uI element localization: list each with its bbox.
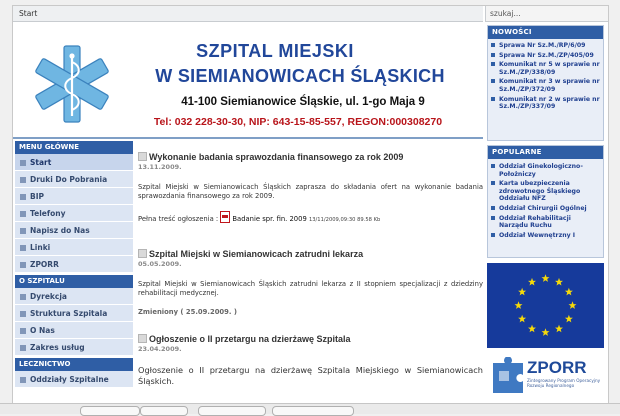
square-bullet-icon xyxy=(20,228,26,234)
news-link[interactable]: Komunikat nr 2 w sprawie nr Sz.M./ZP/337/09 xyxy=(488,95,603,112)
square-bullet-icon xyxy=(491,233,495,237)
square-bullet-icon xyxy=(20,177,26,183)
news-link[interactable]: Sprawa Nr Sz.M./RP/6/09 xyxy=(488,41,603,51)
zporr-puzzle-icon xyxy=(491,357,525,397)
square-bullet-icon xyxy=(491,97,495,101)
eu-flag-icon[interactable] xyxy=(487,263,604,348)
zporr-subtitle: Zintegrowany Program Operacyjny Rozwoju Regionalnego xyxy=(527,378,601,388)
square-bullet-icon xyxy=(491,62,495,66)
article-bullet-icon xyxy=(138,334,147,343)
square-bullet-icon xyxy=(491,43,495,47)
page-frame xyxy=(12,5,609,404)
news-link[interactable]: Komunikat nr 3 w sprawie nr Sz.M./ZP/372/09 xyxy=(488,77,603,94)
nav-item-o-nas[interactable]: O Nas xyxy=(15,322,133,339)
browser-bottom-bar xyxy=(0,403,620,414)
browser-button[interactable] xyxy=(140,406,188,416)
article-bullet-icon xyxy=(138,152,147,161)
news-link[interactable]: Sprawa Nr Sz.M./ZP/405/09 xyxy=(488,51,603,61)
hospital-title: SZPITAL MIEJSKI xyxy=(196,41,354,61)
site-header xyxy=(13,23,483,137)
popular-link[interactable]: Oddział Ginekologiczno-Położniczy xyxy=(488,162,603,179)
square-bullet-icon xyxy=(491,216,495,220)
zporr-name: ZPORR xyxy=(527,358,587,377)
article xyxy=(138,152,483,225)
news-link[interactable]: Komunikat nr 5 w sprawie nr Sz.M./ZP/338/09 xyxy=(488,60,603,77)
article-title[interactable]: Szpital Miejski w Siemianowicach zatrudni lekarza xyxy=(149,249,364,259)
nav-item-zakres-uslug[interactable]: Zakres usług xyxy=(15,339,133,356)
article-date: 13.11.2009. xyxy=(138,163,182,171)
nav-item-bip[interactable]: BIP xyxy=(15,188,133,205)
nav-heading-o-szpitalu: O SZPITALU xyxy=(15,275,133,288)
square-bullet-icon xyxy=(491,53,495,57)
square-bullet-icon xyxy=(20,377,26,383)
article-attachment-line xyxy=(138,211,483,225)
square-bullet-icon xyxy=(491,206,495,210)
article-body: Szpital Miejski w Siemianowicach Śląskich zatrudni lekarza z II stopniem specjalizacji z dziedziny rehabilitacji medycznej. xyxy=(138,280,483,297)
square-bullet-icon xyxy=(20,245,26,251)
nav-item-zporr[interactable]: ZPORR xyxy=(15,256,133,273)
browser-button[interactable] xyxy=(272,406,354,416)
browser-button[interactable] xyxy=(198,406,266,416)
search-input[interactable]: szukaj... xyxy=(485,6,608,22)
popular-link[interactable]: Oddział Chirurgii Ogólnej xyxy=(488,204,603,214)
nav-item-start[interactable]: Start xyxy=(15,154,133,171)
square-bullet-icon xyxy=(20,211,26,217)
right-column xyxy=(485,23,608,403)
hospital-contact: Tel: 032 228-30-30, NIP: 643-15-85-557, REGON:000308270 xyxy=(153,116,443,128)
square-bullet-icon xyxy=(491,181,495,185)
article-date: 05.05.2009. xyxy=(138,260,182,268)
article xyxy=(138,334,483,387)
square-bullet-icon xyxy=(491,79,495,83)
news-heading: NOWOŚCI xyxy=(488,26,603,39)
hospital-address: 41-100 Siemianowice Śląskie, ul. 1-go Maja 9 xyxy=(181,96,425,108)
article-modified: Zmieniony ( 25.09.2009. ) xyxy=(138,308,237,316)
popular-link[interactable]: Karta ubezpieczenia zdrowotnego Śląskiego Oddziału NFZ xyxy=(488,179,603,204)
square-bullet-icon xyxy=(20,345,26,351)
header-divider xyxy=(13,137,483,139)
nav-item-linki[interactable]: Linki xyxy=(15,239,133,256)
popular-heading: POPULARNE xyxy=(488,146,603,159)
nav-heading-main: MENU GŁÓWNE xyxy=(15,141,133,154)
pdf-file-icon xyxy=(220,211,230,223)
nav-item-telefony[interactable]: Telefony xyxy=(15,205,133,222)
article-title[interactable]: Ogłoszenie o II przetargu na dzierżawę Szpitala xyxy=(149,334,351,344)
square-bullet-icon xyxy=(20,160,26,166)
left-navigation xyxy=(15,141,133,403)
article-body: Ogłoszenie o II przetargu na dzierżawę Szpitala Miejskiego w Siemianowicach Śląskich. xyxy=(138,365,483,386)
nav-item-dyrekcja[interactable]: Dyrekcja xyxy=(15,288,133,305)
popular-link[interactable]: Oddział Wewnętrzny I xyxy=(488,231,603,241)
breadcrumb-start[interactable]: Start xyxy=(19,9,38,18)
article-bullet-icon xyxy=(138,249,147,258)
square-bullet-icon xyxy=(20,311,26,317)
attachment-meta: 13/11/2009,09:30 89.58 Kb xyxy=(308,217,381,223)
article-body: Szpital Miejski w Siemianowicach Śląskich zaprasza do składania ofert na wykonanie badania sprawozdania finansowego za rok 2009. xyxy=(138,183,483,200)
main-content xyxy=(138,141,483,403)
star-of-life-logo-icon xyxy=(29,41,115,127)
square-bullet-icon xyxy=(20,328,26,334)
square-bullet-icon xyxy=(20,294,26,300)
square-bullet-icon xyxy=(491,164,495,168)
nav-item-druki[interactable]: Druki Do Pobrania xyxy=(15,171,133,188)
breadcrumb xyxy=(13,6,483,22)
article-title[interactable]: Wykonanie badania sprawozdania finansowego za rok 2009 xyxy=(149,152,404,162)
attachment-link[interactable]: Badanie spr. fin. 2009 xyxy=(232,215,307,223)
news-box xyxy=(487,25,604,141)
article-date: 23.04.2009. xyxy=(138,345,182,353)
zporr-banner[interactable] xyxy=(487,353,604,401)
popular-box xyxy=(487,145,604,258)
hospital-title-city: W SIEMIANOWICACH ŚLĄSKICH xyxy=(155,66,445,86)
nav-heading-lecznictwo: LECZNICTWO xyxy=(15,358,133,371)
nav-item-struktura[interactable]: Struktura Szpitala xyxy=(15,305,133,322)
nav-item-oddzialy[interactable]: Oddziały Szpitalne xyxy=(15,371,133,388)
square-bullet-icon xyxy=(20,262,26,268)
article xyxy=(138,249,483,316)
popular-link[interactable]: Oddział Rehabilitacji Narządu Ruchu xyxy=(488,214,603,231)
nav-item-napisz[interactable]: Napisz do Nas xyxy=(15,222,133,239)
square-bullet-icon xyxy=(20,194,26,200)
browser-button[interactable] xyxy=(80,406,140,416)
attachment-prefix: Pełna treść ogłoszenia : xyxy=(138,215,219,223)
